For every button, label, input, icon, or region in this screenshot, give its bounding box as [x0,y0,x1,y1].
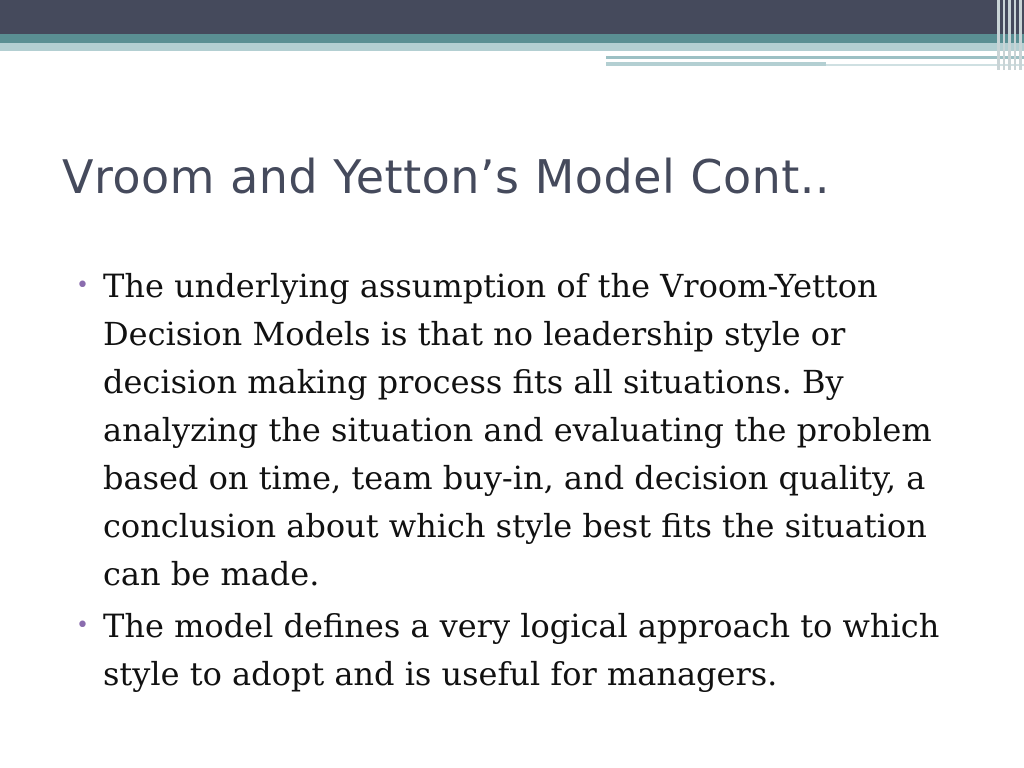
bullet-text: The underlying assumption of the Vroom-Yetton Decision Models is that no leadership style or decision making process fits all situations. By analyzing the situation and evaluating the problem based on time, team buy-in, and decision quality, a conclusion about which style best fits the situation can be made. [103,267,932,593]
bullet-dot-icon: • [76,613,89,638]
header-stripes [994,0,1024,70]
bullet-item [72,602,972,698]
bullet-dot-icon: • [76,273,89,298]
slide-title: Vroom and Yetton’s Model Cont.. [62,150,831,204]
bullet-item [72,262,972,598]
header-accent-line [606,62,826,66]
bullet-list [72,262,972,702]
bullet-text: The model defines a very logical approach to which style to adopt and is useful for managers. [103,607,940,693]
header-bar-teal [0,34,1024,43]
header-accent-line [606,56,1024,59]
header-bar-light [0,43,1024,51]
header-bar-dark [0,0,1024,34]
